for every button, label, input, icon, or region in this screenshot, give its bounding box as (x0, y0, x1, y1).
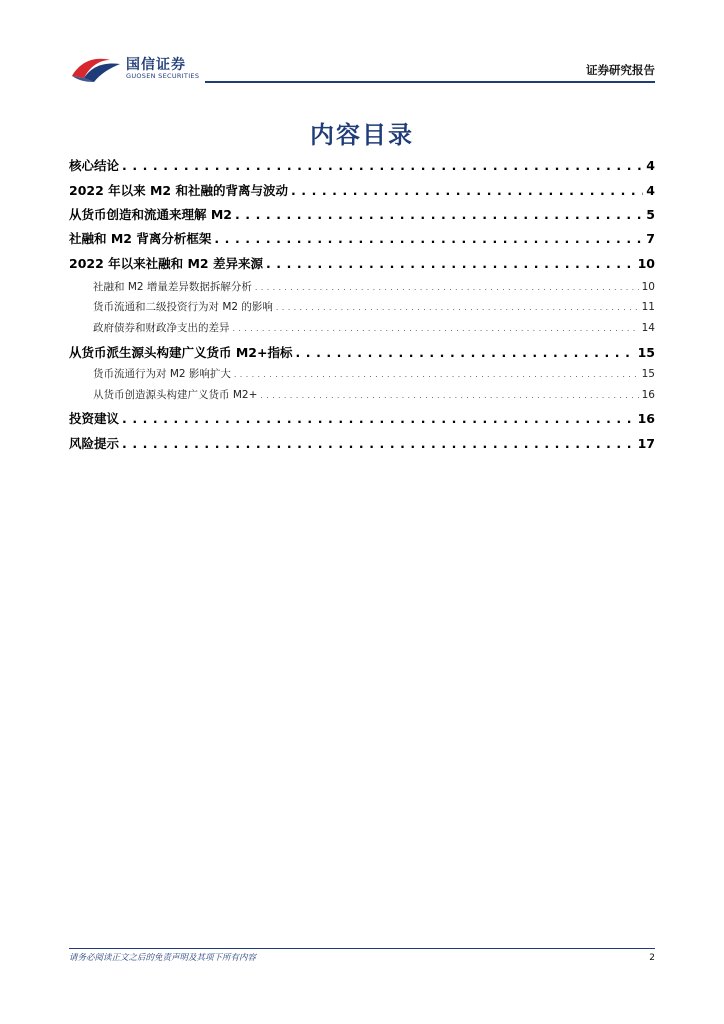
toc-entry-page: 15 (641, 368, 655, 380)
footer-disclaimer: 请务必阅读正文之后的免责声明及其项下所有内容 (69, 953, 257, 963)
toc-entry[interactable] (69, 434, 655, 452)
toc-entry-page: 7 (646, 231, 655, 246)
toc-entry-title: 从货币创造源头构建广义货币 M2+ (93, 389, 258, 401)
toc-entry-title: 风险提示 (69, 436, 120, 451)
guosen-logo (70, 50, 200, 86)
toc-entry-page: 14 (641, 322, 655, 334)
toc-entry-page: 10 (637, 256, 655, 271)
toc-leader-dots (266, 256, 635, 271)
header-divider (205, 81, 655, 83)
toc-entry-title: 社融和 M2 背离分析框架 (69, 231, 212, 246)
toc-leader-dots (295, 345, 634, 360)
toc-leader-dots (255, 283, 639, 292)
toc-entry[interactable] (93, 387, 655, 402)
page-header (0, 0, 724, 90)
toc-entry-page: 16 (641, 389, 655, 401)
toc-entry-page: 15 (637, 345, 655, 360)
toc-entry-title: 核心结论 (69, 158, 120, 173)
toc-entry[interactable] (93, 366, 655, 381)
toc-entry-title: 从货币派生源头构建广义货币 M2+指标 (69, 345, 293, 360)
toc-entry-title: 政府债券和财政净支出的差异 (93, 322, 230, 334)
toc-leader-dots (122, 158, 643, 173)
toc-entry[interactable] (69, 343, 655, 361)
toc-entry[interactable] (69, 156, 655, 174)
toc-entry-page: 10 (641, 281, 655, 293)
toc-entry[interactable] (69, 181, 655, 199)
toc-entry[interactable] (93, 279, 655, 294)
toc-entry-page: 4 (646, 183, 655, 198)
toc-leader-dots (122, 436, 635, 451)
toc-leader-dots (291, 183, 643, 198)
toc-entry-title: 货币流通行为对 M2 影响扩大 (93, 368, 231, 380)
toc-title: 内容目录 (310, 121, 414, 149)
report-type-label: 证券研究报告 (586, 63, 655, 77)
toc-entry-page: 11 (641, 301, 655, 313)
toc-entry[interactable] (93, 299, 655, 314)
toc-leader-dots (276, 303, 639, 312)
toc-entry-page: 16 (637, 411, 655, 426)
toc-entry[interactable] (93, 320, 655, 335)
toc-entry-title: 从货币创造和流通来理解 M2 (69, 207, 232, 222)
toc-entry-page: 5 (646, 207, 655, 222)
toc-entry[interactable] (69, 254, 655, 272)
logo-text-cn: 国信证券 (126, 57, 186, 73)
footer-divider (69, 948, 655, 949)
toc-entry-title: 2022 年以来 M2 和社融的背离与波动 (69, 183, 288, 198)
toc-entry-title: 社融和 M2 增量差异数据拆解分析 (93, 281, 252, 293)
toc-leader-dots (122, 411, 635, 426)
toc-entry[interactable] (69, 205, 655, 223)
toc-leader-dots (214, 231, 643, 246)
toc-leader-dots (235, 207, 643, 222)
toc-entry-page: 17 (637, 436, 655, 451)
toc-leader-dots (234, 370, 639, 379)
logo-text-en: GUOSEN SECURITIES (126, 72, 200, 80)
toc-entry-title: 2022 年以来社融和 M2 差异来源 (69, 256, 263, 271)
toc-leader-dots (233, 324, 639, 333)
toc-entry[interactable] (69, 229, 655, 247)
toc-leader-dots (260, 391, 638, 400)
guosen-logo-icon (70, 52, 122, 84)
toc-entry-page: 4 (646, 158, 655, 173)
toc-entry[interactable] (69, 409, 655, 427)
page-number: 2 (649, 953, 655, 963)
toc-entry-title: 货币流通和二级投资行为对 M2 的影响 (93, 301, 273, 313)
toc-entry-title: 投资建议 (69, 411, 120, 426)
